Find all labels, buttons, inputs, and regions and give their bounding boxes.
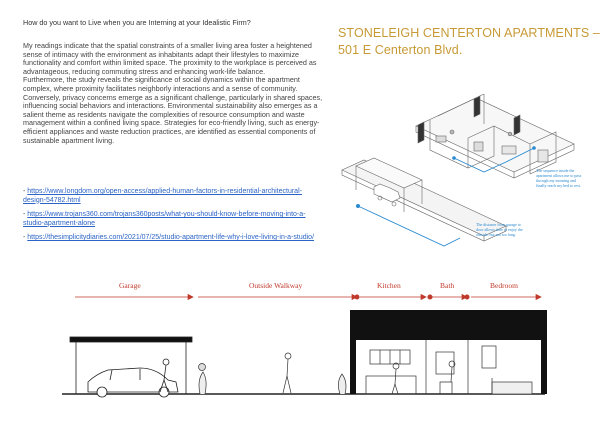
paragraph-2: Furthermore, the study reveals the significance of social dynamics within the apartment complex, where proximity facilitates neighborly interactions and a sense of community. Conversely, privacy concerns emerge as a significant challenge, particularly in shared spaces, influencing social behaviors and interactions. Environmental sustainability also emerges as a salient theme as residents navigate the complexities of resource consumption and waste management within a confined living space. Strategies for eco-friendly living, such as energy-efficient appliances and waste reduction practices, are identified as essential components of sustainable apartment living. bbox=[23, 75, 323, 145]
title-line-2: 501 E Centerton Blvd. bbox=[338, 43, 463, 57]
isometric-drawing bbox=[334, 62, 584, 260]
reference-link-longdom[interactable]: https://www.longdom.org/open-access/applied-human-factors-in-residential-architectural-design-54782.html bbox=[23, 188, 302, 204]
reference-item bbox=[23, 188, 323, 205]
list-dash: - bbox=[23, 234, 28, 242]
title-line-1: STONELEIGH CENTERTON APARTMENTS – bbox=[338, 26, 600, 40]
label-bath: Bath bbox=[440, 281, 455, 290]
reference-item bbox=[23, 234, 323, 243]
project-title bbox=[338, 25, 600, 59]
list-dash: - bbox=[23, 211, 28, 219]
reference-item bbox=[23, 211, 323, 228]
label-outside-walkway: Outside Walkway bbox=[249, 281, 303, 290]
reference-link-simplicity-diaries[interactable]: https://thesimplicitydiaries.com/2021/07/25/studio-apartment-life-why-i-love-living-in-a-studio/ bbox=[27, 234, 315, 242]
label-kitchen: Kitchen bbox=[377, 281, 401, 290]
reference-links bbox=[23, 188, 323, 249]
paragraph-1: My readings indicate that the spatial constraints of a smaller living area foster a heightened sense of intimacy with the environment as inhabitants adapt their lifestyles to maximize functionality and comfort within limited space. The proximity to the workplace is perceived as advantageous, reducing commuting stress and enhancing work-life balance. bbox=[23, 41, 317, 76]
question-heading: How do you want to Live when you are Interning at your Idealistic Firm? bbox=[23, 18, 251, 27]
list-dash: - bbox=[23, 188, 28, 195]
label-bedroom: Bedroom bbox=[490, 281, 518, 290]
iso-note-distance: The distance from garage to door allows time to enjoy the outside, but not too long. bbox=[476, 222, 523, 237]
label-garage: Garage bbox=[119, 281, 141, 290]
section-drawing bbox=[0, 270, 609, 426]
iso-note-sequence: The sequence inside the apartment allows me to pass through my morning and finally reach my bed to rest. bbox=[536, 168, 582, 188]
body-text bbox=[23, 42, 323, 145]
reference-link-trojans360[interactable]: https://www.trojans360.com/trojans360posts/what-you-should-know-before-moving-into-a-studio-apartment-alone bbox=[23, 211, 306, 227]
